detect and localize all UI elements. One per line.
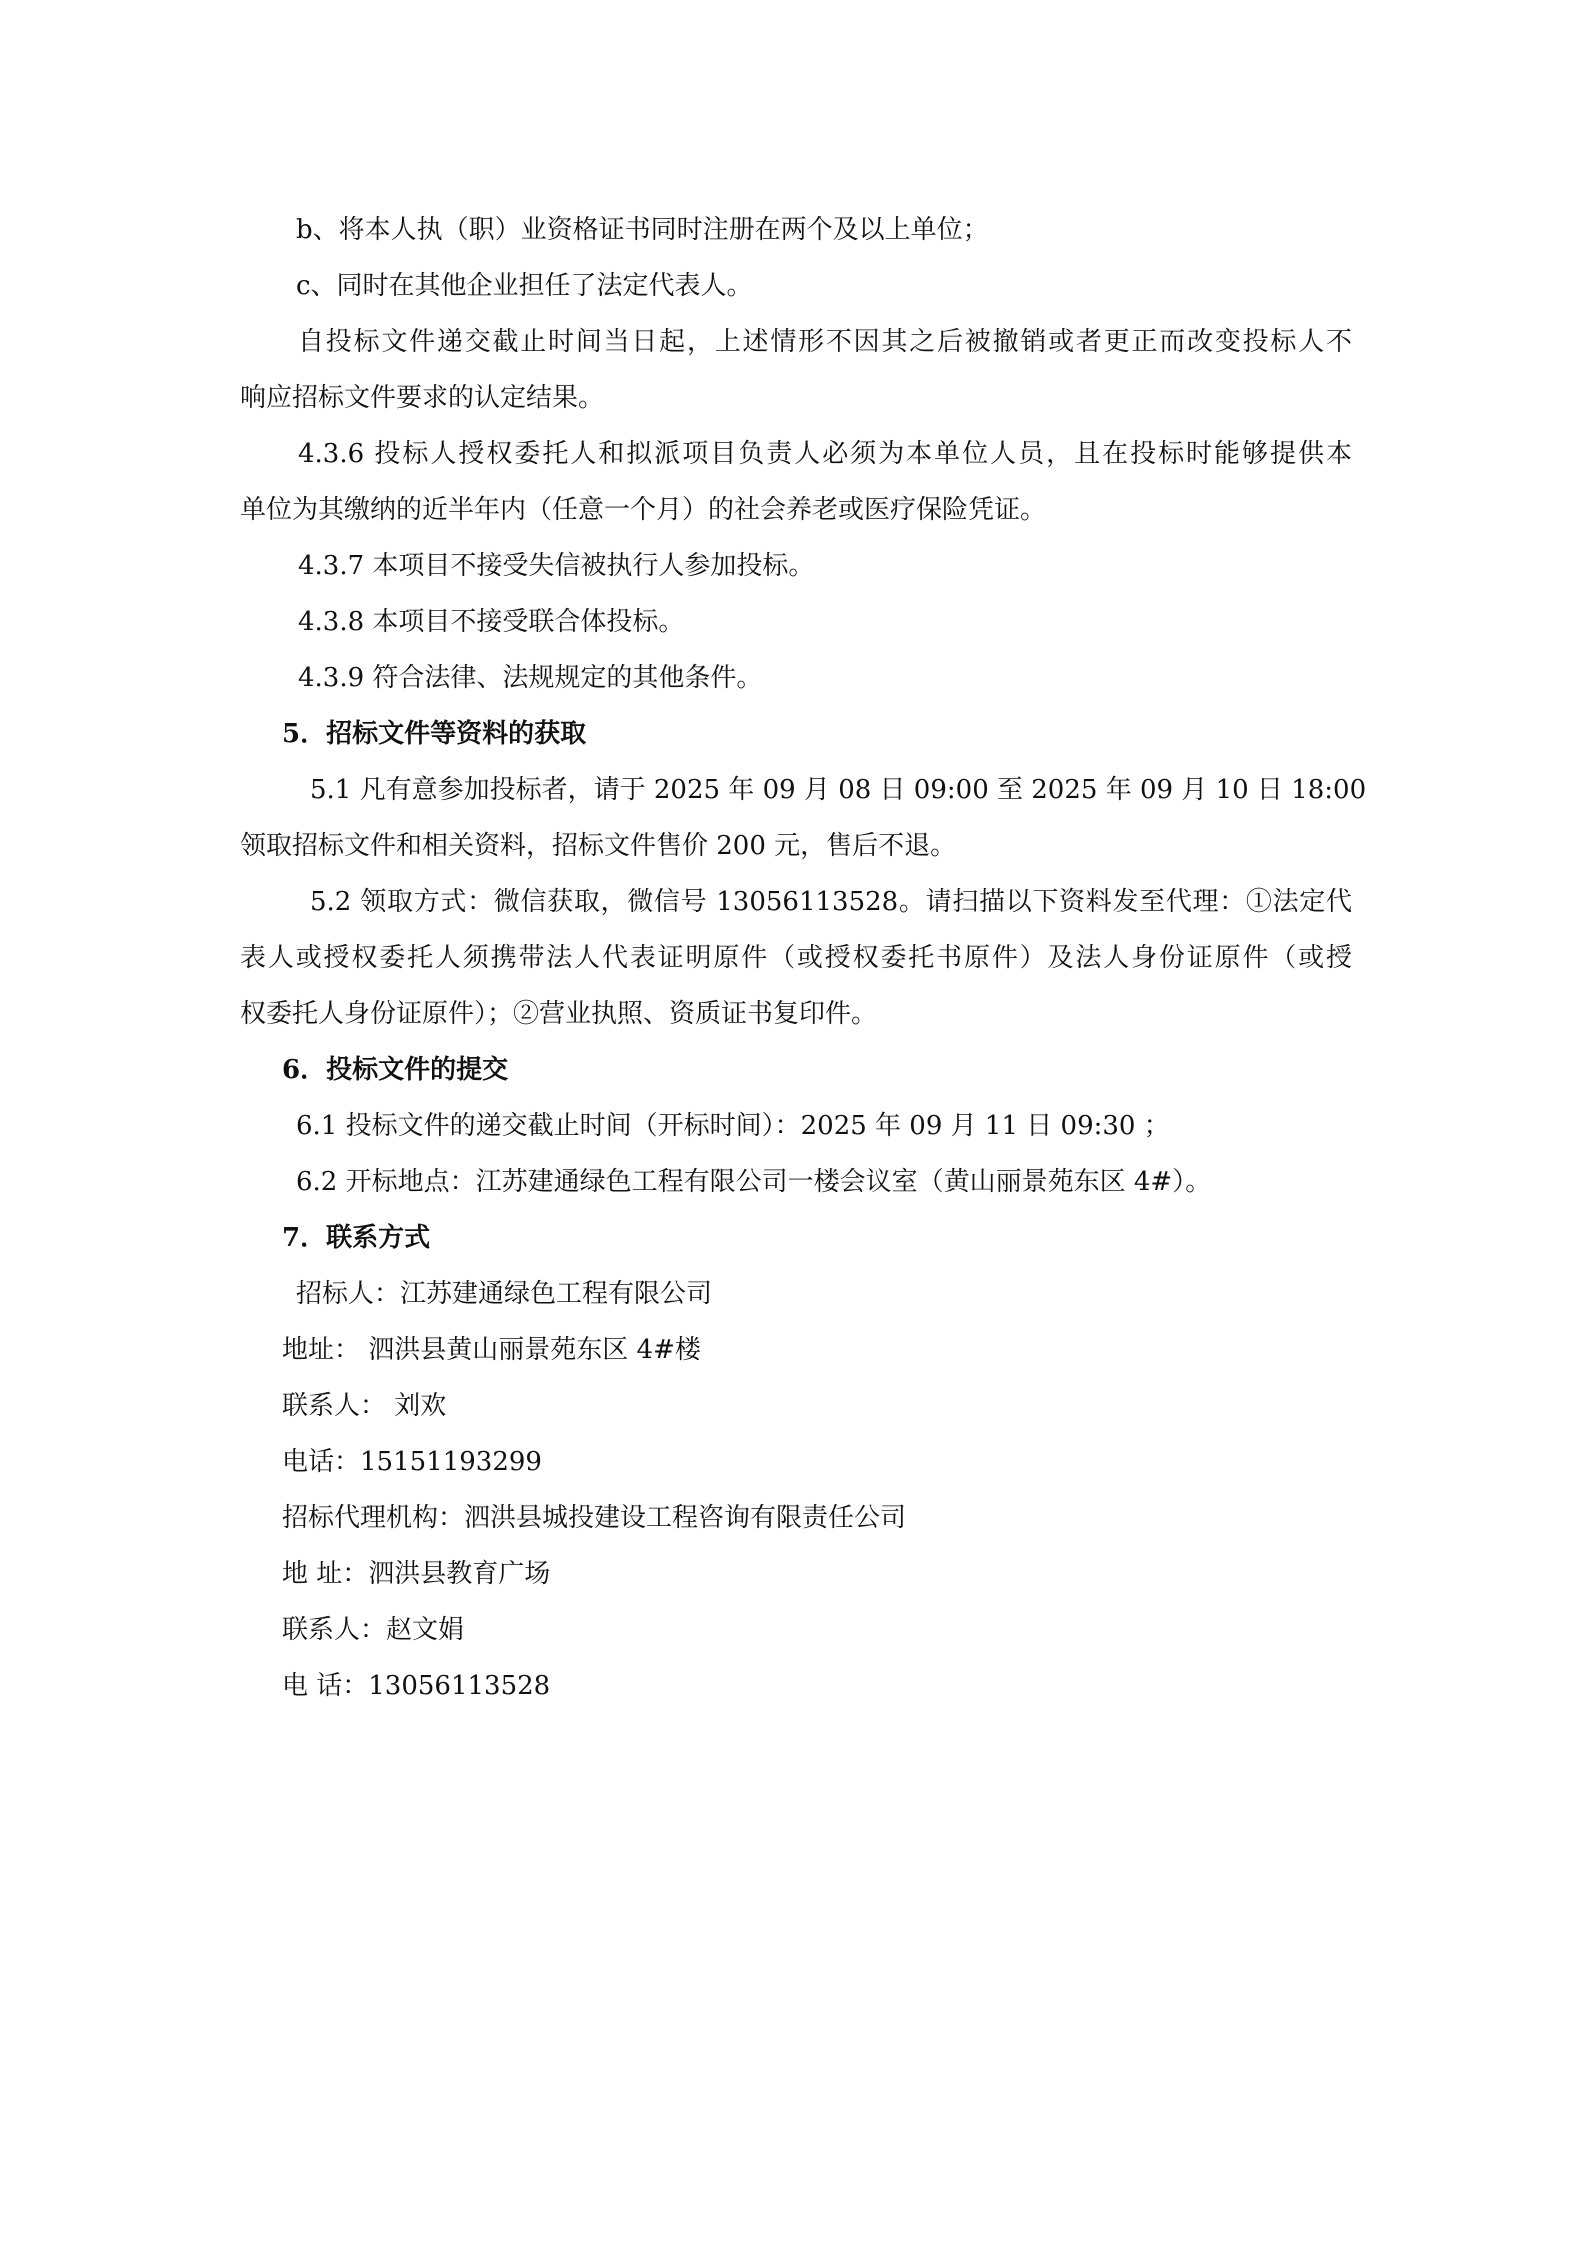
text-line: 6.2 开标地点：江苏建通绿色工程有限公司一楼会议室（黄山丽景苑东区 4#）。: [296, 1167, 1212, 1197]
text-line: 4.3.8 本项目不接受联合体投标。: [298, 607, 685, 637]
text-line: 自投标文件递交截止时间当日起，上述情形不因其之后被撤销或者更正而改变投标人不: [298, 327, 1352, 357]
text-line: 4.3.9 符合法律、法规规定的其他条件。: [298, 663, 763, 693]
text-line: 6.1 投标文件的递交截止时间（开标时间）：2025 年 09 月 11 日 09:30 ；: [296, 1111, 1170, 1141]
text-line: 响应招标文件要求的认定结果。: [240, 383, 605, 413]
text-line: 4.3.7 本项目不接受失信被执行人参加投标。: [298, 551, 815, 581]
text-line: c、同时在其他企业担任了法定代表人。: [296, 271, 753, 301]
text-line: 招标人：江苏建通绿色工程有限公司: [296, 1279, 713, 1309]
text-line: 单位为其缴纳的近半年内（任意一个月）的社会养老或医疗保险凭证。: [240, 495, 1047, 525]
text-line: 电 话：13056113528: [282, 1671, 551, 1701]
text-line: 权委托人身份证原件）；②营业执照、资质证书复印件。: [240, 999, 878, 1029]
text-line: 4.3.6 投标人授权委托人和拟派项目负责人必须为本单位人员，且在投标时能够提供本: [298, 439, 1352, 469]
text-line: 领取招标文件和相关资料，招标文件售价 200 元，售后不退。: [240, 831, 957, 861]
section-heading: 5．招标文件等资料的获取: [282, 719, 587, 749]
text-line: 招标代理机构：泗洪县城投建设工程咨询有限责任公司: [282, 1503, 907, 1533]
text-line: 联系人： 刘欢: [282, 1391, 447, 1421]
text-line: b、将本人执（职）业资格证书同时注册在两个及以上单位；: [296, 215, 989, 245]
text-line: 电话：15151193299: [282, 1447, 542, 1477]
text-line: 5.1 凡有意参加投标者，请于 2025 年 09 月 08 日 09:00 至 2025 年 09 月 10 日 18:00: [310, 775, 1367, 805]
text-line: 表人或授权委托人须携带法人代表证明原件（或授权委托书原件）及法人身份证原件（或授: [240, 943, 1352, 973]
text-line: 5.2 领取方式：微信获取，微信号 13056113528。请扫描以下资料发至代理：①法定代: [310, 887, 1352, 917]
section-heading: 7．联系方式: [282, 1223, 431, 1253]
text-line: 地址： 泗洪县黄山丽景苑东区 4#楼: [282, 1335, 701, 1365]
text-line: 联系人：赵文娟: [282, 1615, 465, 1645]
section-heading: 6．投标文件的提交: [282, 1055, 509, 1085]
text-line: 地 址：泗洪县教育广场: [282, 1559, 551, 1589]
